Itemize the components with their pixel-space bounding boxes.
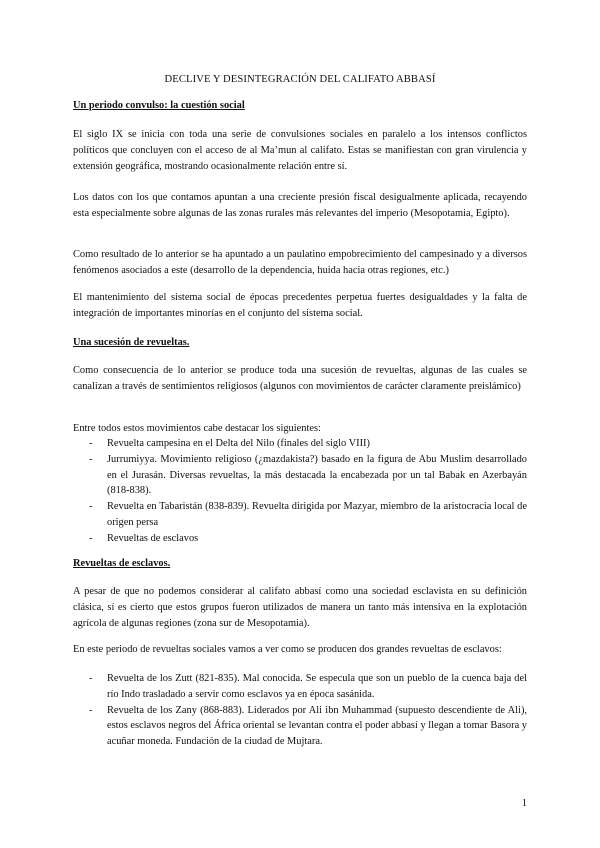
page-number: 1 [521, 798, 527, 809]
paragraph-dos-revueltas: En este periodo de revueltas sociales vamos a ver como se producen dos grandes revueltas de esclavos: [73, 644, 502, 655]
dash-bullet: - [89, 453, 93, 465]
list-revueltas-esclavos [73, 671, 527, 750]
paragraph-esclavismo: A pesar de que no podemos considerar al califato abbasí como una sociedad esclavista en su definición clásica, sí es cierto que estos grupos fueron utilizados de manera un tanto más intensiva en la explotación agrícola de algunas regiones (zona sur de Mesopotamia). [73, 586, 527, 629]
list-item: - Revueltas de esclavos [73, 531, 527, 547]
list-item: - Revuelta de los Zany (868-883). Liderados por Ali ibn Muhammad (supuesto descendiente de Ali), estos esclavos negros del África oriental se levantan contra el poder abbasí y llegan a tomar Basora y acuñar moneda. Fundación de la ciudad de Mujtara. [89, 704, 527, 748]
list-item: - Revuelta en Tabaristán (838-839). Revuelta dirigida por Mazyar, miembro de la aristocracia local de origen persa [89, 501, 527, 528]
paragraph-sucesion-revueltas: Como consecuencia de lo anterior se produce toda una sucesión de revueltas, algunas de las cuales se canalizan a través de sentimientos religiosos (algunos con movimientos de carácter claramente preislámico) [73, 365, 527, 392]
section-heading-esclavos: Revueltas de esclavos. [73, 558, 171, 569]
list-item: - Revuelta de los Zutt (821-835). Mal conocida. Se especula que son un pueblo de la cuenca baja del río Indo trasladado a servir como esclavos ya en época sasánida. [89, 673, 527, 700]
dash-bullet: - [89, 438, 93, 449]
dash-bullet: - [89, 673, 93, 684]
paragraph-presion-fiscal: Los datos con los que contamos apuntan a una creciente presión fiscal desigualmente aplicada, recayendo esta especialmente sobre algunas de las zonas rurales más relevantes del imperio (Mesopotamia, Egipto). [73, 192, 527, 219]
paragraph-empobrecimiento: Como resultado de lo anterior se ha apuntado a un paulatino empobrecimiento del campesinado y a diversos fenómenos asociados a este (desarrollo de la dependencia, huida hacia otras regiones, etc.) [73, 249, 527, 276]
paragraph-movimientos-intro: Entre todos estos movimientos cabe destacar los siguientes: [73, 423, 321, 434]
paragraph-desigualdades: El mantenimiento del sistema social de épocas precedentes perpetua fuertes desigualdades y la falta de integración de importantes minorías en el conjunto del sistema social. [73, 292, 527, 319]
document-title: DECLIVE Y DESINTEGRACIÓN DEL CALIFATO ABBASÍ [164, 74, 436, 85]
list-movimientos [73, 436, 527, 547]
list-item: - Jurrumiyya. Movimiento religioso (¿mazdakista?) basado en la figura de Abu Muslim desarrollado en el Jurasán. Diversas revueltas, la más destacada la encabezada por un tal Babak en Azerbayán (818-838). [89, 453, 527, 497]
section-heading-social: Un periodo convulso: la cuestión social [73, 100, 245, 111]
dash-bullet: - [89, 704, 93, 716]
paragraph-convulsiones: El siglo IX se inicia con toda una serie de convulsiones sociales en paralelo a los intensos conflictos políticos que concluyen con el acceso de al Ma’mun al califato. Estas se manifiestan con gran virulencia y extensión geográfica, mostrando ocasionalmente relación entre sí. [73, 129, 527, 172]
section-heading-revueltas: Una sucesión de revueltas. [73, 337, 190, 348]
dash-bullet: - [89, 501, 93, 513]
list-item: - Revuelta campesina en el Delta del Nilo (finales del siglo VIII) [73, 436, 527, 452]
dash-bullet: - [89, 532, 93, 544]
